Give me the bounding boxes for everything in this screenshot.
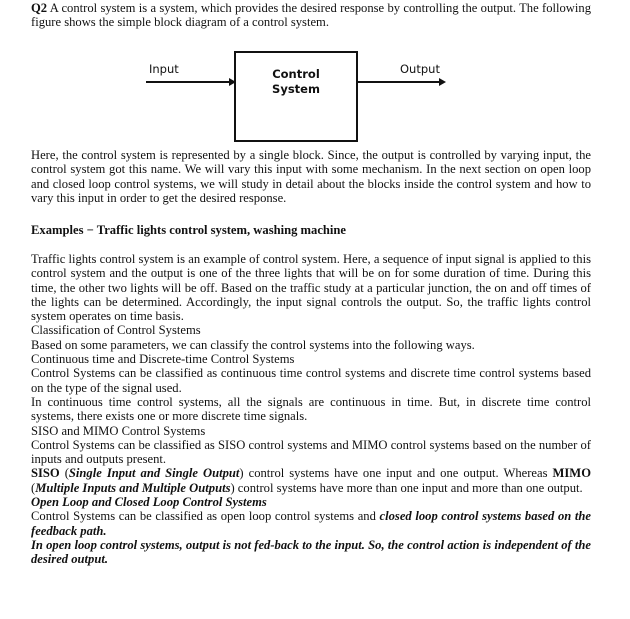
open-loop-heading: Open Loop and Closed Loop Control Systems bbox=[31, 495, 267, 510]
siso-heading: SISO and MIMO Control Systems bbox=[31, 423, 206, 438]
mimo-term: MIMO bbox=[552, 466, 591, 481]
classification-heading: Classification of Control Systems bbox=[31, 323, 201, 338]
open-text-2: In open loop control systems, output is not fed-back to the input. So, the control action is independent of the desired output. bbox=[31, 537, 591, 567]
open-text-1-plain: Control Systems can be classified as open loop control systems and bbox=[31, 509, 380, 524]
block-line-1: Control bbox=[272, 67, 320, 81]
output-arrow bbox=[358, 81, 440, 83]
input-label: Input bbox=[149, 62, 179, 76]
paragraph-here bbox=[31, 148, 591, 205]
open-text-1-bold: closed loop control systems based on the feedback path. bbox=[31, 509, 591, 538]
block-diagram bbox=[0, 0, 630, 150]
control-system-label bbox=[234, 67, 358, 97]
output-label: Output bbox=[400, 62, 440, 76]
para-here-text: Here, the control system is represented by a single block. Since, the output is controlled by varying input, the control system got this name. We will vary this input with some mechanism. In the next section on open loop and closed loop control systems, we will study in detail about the blocks inside the control system and how to vary this input in order to get the desired response. bbox=[31, 148, 591, 205]
main-body bbox=[31, 252, 591, 567]
continuous-text-2: In continuous time control systems, all the signals are continuous in time. But, in discrete time control systems, there exists one or more discrete time signals. bbox=[31, 394, 591, 424]
examples-heading bbox=[31, 223, 591, 237]
siso-mid: ) control systems have one input and one output. Whereas bbox=[239, 466, 553, 481]
block-line-2: System bbox=[272, 82, 320, 96]
siso-term: SISO bbox=[31, 466, 60, 481]
continuous-text-1: Control Systems can be classified as continuous time control systems and discrete time control systems based on the type of the signal used. bbox=[31, 366, 591, 395]
input-arrow bbox=[146, 81, 230, 83]
output-arrowhead bbox=[439, 78, 446, 86]
siso-end: ) control systems have more than one input and more than one output. bbox=[230, 480, 583, 495]
siso-full: Single Input and Single Output bbox=[68, 466, 240, 481]
para-traffic: Traffic lights control system is an example of control system. Here, a sequence of input signal is applied to this control system and the output is one of the three lights that will be on for some duration of time. During this time, the other two lights will be off. Based on the traffic study at a particular junction, the on and off times of the lights can be determined. Accordingly, the input signal controls the output. So, the traffic lights control system operates on time basis. bbox=[31, 252, 591, 324]
mimo-full: Multiple Inputs and Multiple Outputs bbox=[35, 480, 231, 495]
examples-heading-text: Examples − Traffic lights control system, washing machine bbox=[31, 223, 347, 237]
classification-text: Based on some parameters, we can classify the control systems into the following ways. bbox=[31, 337, 475, 352]
siso-text-2: SISO (Single Input and Single Output) control systems have one input and one output. Whereas MIMO (Multiple Inputs and Multiple Outputs) control systems have more than one input and more than one output. bbox=[31, 466, 591, 495]
open-text-1 bbox=[31, 509, 591, 538]
question-label: Q2 bbox=[31, 1, 48, 15]
siso-text-1: Control Systems can be classified as SISO control systems and MIMO control systems based on the number of inputs and outputs present. bbox=[31, 437, 591, 467]
continuous-heading: Continuous time and Discrete-time Control Systems bbox=[31, 352, 295, 367]
intro-text: A control system is a system, which provides the desired response by controlling the output. The following figure shows the simple block diagram of a control system. bbox=[31, 1, 591, 30]
